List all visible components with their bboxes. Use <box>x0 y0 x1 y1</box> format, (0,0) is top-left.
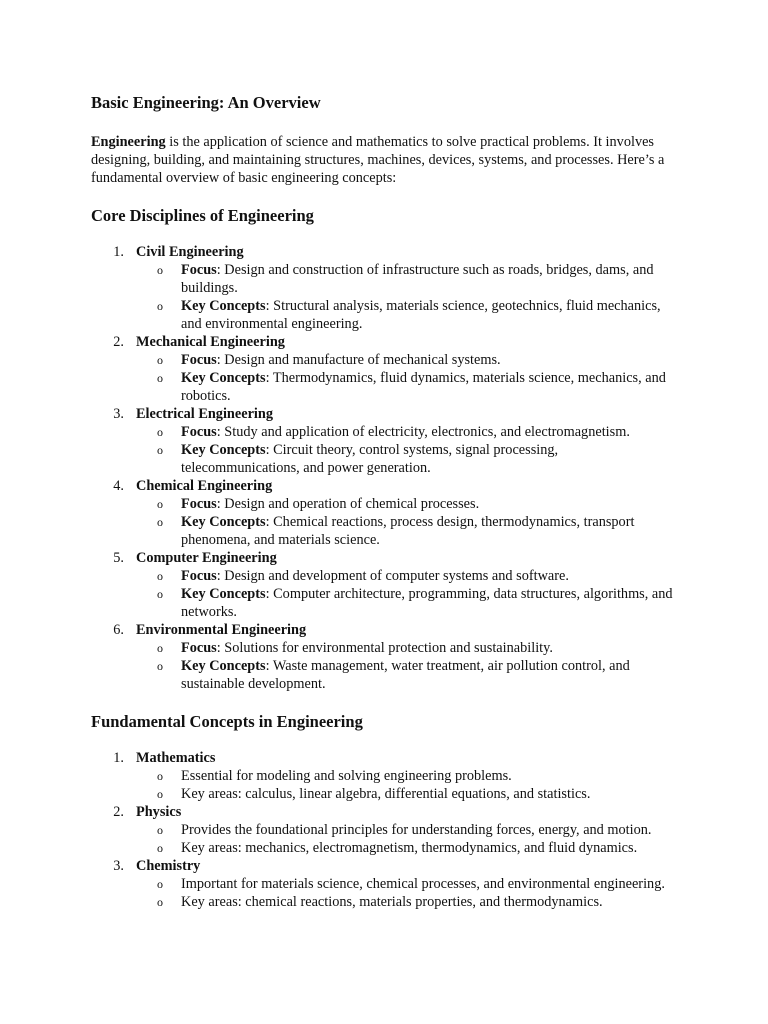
bullet-icon: o <box>157 787 163 801</box>
sub-list-item <box>136 639 676 657</box>
focus-label: Focus <box>181 352 217 368</box>
item-title: Chemical Engineering <box>136 478 273 494</box>
key-concepts-label: Key Concepts <box>181 514 266 530</box>
focus-label: Focus <box>181 568 217 584</box>
intro-paragraph <box>91 133 676 187</box>
bullet-icon: o <box>157 497 163 511</box>
focus-label: Focus <box>181 424 217 440</box>
core-disciplines-list <box>91 243 676 693</box>
bullet-text: Provides the foundational principles for understanding forces, energy, and motion. <box>181 822 652 838</box>
list-item <box>91 621 676 693</box>
list-item <box>91 405 676 477</box>
fundamental-concepts-list <box>91 749 676 911</box>
sub-list-item <box>136 423 676 441</box>
sub-list-item <box>136 567 676 585</box>
bullet-icon: o <box>157 659 163 673</box>
key-concepts-label: Key Concepts <box>181 370 266 386</box>
item-title: Chemistry <box>136 858 201 874</box>
bullet-icon: o <box>157 877 163 891</box>
bullet-text: Important for materials science, chemical processes, and environmental engineering. <box>181 876 665 892</box>
sub-list-item <box>136 369 676 405</box>
sub-list <box>136 261 676 333</box>
key-concepts-text: : Chemical reactions, process design, thermodynamics, transport phenomena, and materials science. <box>181 514 635 548</box>
bullet-icon: o <box>157 841 163 855</box>
bullet-icon: o <box>157 353 163 367</box>
item-title: Environmental Engineering <box>136 622 307 638</box>
bullet-icon: o <box>157 425 163 439</box>
focus-text: : Design and development of computer systems and software. <box>216 568 569 584</box>
sub-list <box>136 495 676 549</box>
sub-list-item <box>136 875 676 893</box>
focus-text: : Design and operation of chemical processes. <box>216 496 480 512</box>
bullet-icon: o <box>157 587 163 601</box>
sub-list-item <box>136 585 676 621</box>
section-title-core-disciplines: Core Disciplines of Engineering <box>91 206 314 225</box>
section-title-fundamental-concepts: Fundamental Concepts in Engineering <box>91 712 363 731</box>
item-title: Computer Engineering <box>136 550 277 566</box>
sub-list <box>136 767 676 803</box>
list-number: 5. <box>113 550 124 566</box>
sub-list <box>136 821 676 857</box>
bullet-icon: o <box>157 443 163 457</box>
sub-list-item <box>136 513 676 549</box>
sub-list-item <box>136 785 676 803</box>
bullet-text: Essential for modeling and solving engineering problems. <box>181 768 512 784</box>
focus-label: Focus <box>181 262 217 278</box>
key-concepts-text: : Thermodynamics, fluid dynamics, materials science, mechanics, and robotics. <box>181 370 666 404</box>
list-item <box>91 803 676 857</box>
key-concepts-label: Key Concepts <box>181 442 266 458</box>
bullet-icon: o <box>157 895 163 909</box>
sub-list <box>136 423 676 477</box>
key-concepts-label: Key Concepts <box>181 586 266 602</box>
sub-list-item <box>136 821 676 839</box>
focus-text: : Solutions for environmental protection and sustainability. <box>216 640 553 656</box>
key-concepts-text: : Structural analysis, materials science, geotechnics, fluid mechanics, and environmental engineering. <box>181 298 661 332</box>
key-concepts-text: : Computer architecture, programming, data structures, algorithms, and networks. <box>181 586 673 620</box>
list-number: 4. <box>113 478 124 494</box>
list-item <box>91 477 676 549</box>
bullet-icon: o <box>157 515 163 529</box>
sub-list-item <box>136 261 676 297</box>
list-number: 3. <box>113 406 124 422</box>
sub-list-item <box>136 893 676 911</box>
bullet-text: Key areas: calculus, linear algebra, differential equations, and statistics. <box>181 786 591 802</box>
intro-bold-term: Engineering <box>91 134 166 150</box>
list-number: 1. <box>113 750 124 766</box>
intro-text: is the application of science and mathematics to solve practical problems. It involves designing, building, and maintaining structures, machines, devices, systems, and processes. Here’s a fundamental overview of basic engineering concepts: <box>91 134 665 186</box>
bullet-text: Key areas: mechanics, electromagnetism, thermodynamics, and fluid dynamics. <box>181 840 638 856</box>
item-title: Physics <box>136 804 182 820</box>
sub-list-item <box>136 839 676 857</box>
sub-list <box>136 875 676 911</box>
focus-label: Focus <box>181 640 217 656</box>
focus-text: : Design and construction of infrastructure such as roads, bridges, dams, and buildings. <box>181 262 654 296</box>
list-item <box>91 857 676 911</box>
list-item <box>91 749 676 803</box>
list-number: 2. <box>113 804 124 820</box>
list-item <box>91 333 676 405</box>
bullet-icon: o <box>157 569 163 583</box>
sub-list-item <box>136 351 676 369</box>
sub-list-item <box>136 767 676 785</box>
item-title: Civil Engineering <box>136 244 244 260</box>
sub-list <box>136 567 676 621</box>
sub-list <box>136 351 676 405</box>
focus-label: Focus <box>181 496 217 512</box>
item-title: Electrical Engineering <box>136 406 273 422</box>
key-concepts-text: : Circuit theory, control systems, signal processing, telecommunications, and power generation. <box>181 442 559 476</box>
document-title: Basic Engineering: An Overview <box>91 93 321 112</box>
bullet-text: Key areas: chemical reactions, materials properties, and thermodynamics. <box>181 894 603 910</box>
key-concepts-label: Key Concepts <box>181 298 266 314</box>
sub-list-item <box>136 441 676 477</box>
item-title: Mathematics <box>136 750 216 766</box>
list-number: 3. <box>113 858 124 874</box>
focus-text: : Design and manufacture of mechanical systems. <box>216 352 501 368</box>
list-item <box>91 243 676 333</box>
list-number: 6. <box>113 622 124 638</box>
bullet-icon: o <box>157 299 163 313</box>
sub-list-item <box>136 297 676 333</box>
sub-list-item <box>136 495 676 513</box>
bullet-icon: o <box>157 371 163 385</box>
bullet-icon: o <box>157 823 163 837</box>
bullet-icon: o <box>157 769 163 783</box>
list-number: 2. <box>113 334 124 350</box>
list-item <box>91 549 676 621</box>
focus-text: : Study and application of electricity, electronics, and electromagnetism. <box>216 424 630 440</box>
item-title: Mechanical Engineering <box>136 334 285 350</box>
key-concepts-text: : Waste management, water treatment, air pollution control, and sustainable development. <box>181 658 630 692</box>
sub-list-item <box>136 657 676 693</box>
bullet-icon: o <box>157 263 163 277</box>
key-concepts-label: Key Concepts <box>181 658 266 674</box>
sub-list <box>136 639 676 693</box>
list-number: 1. <box>113 244 124 260</box>
bullet-icon: o <box>157 641 163 655</box>
